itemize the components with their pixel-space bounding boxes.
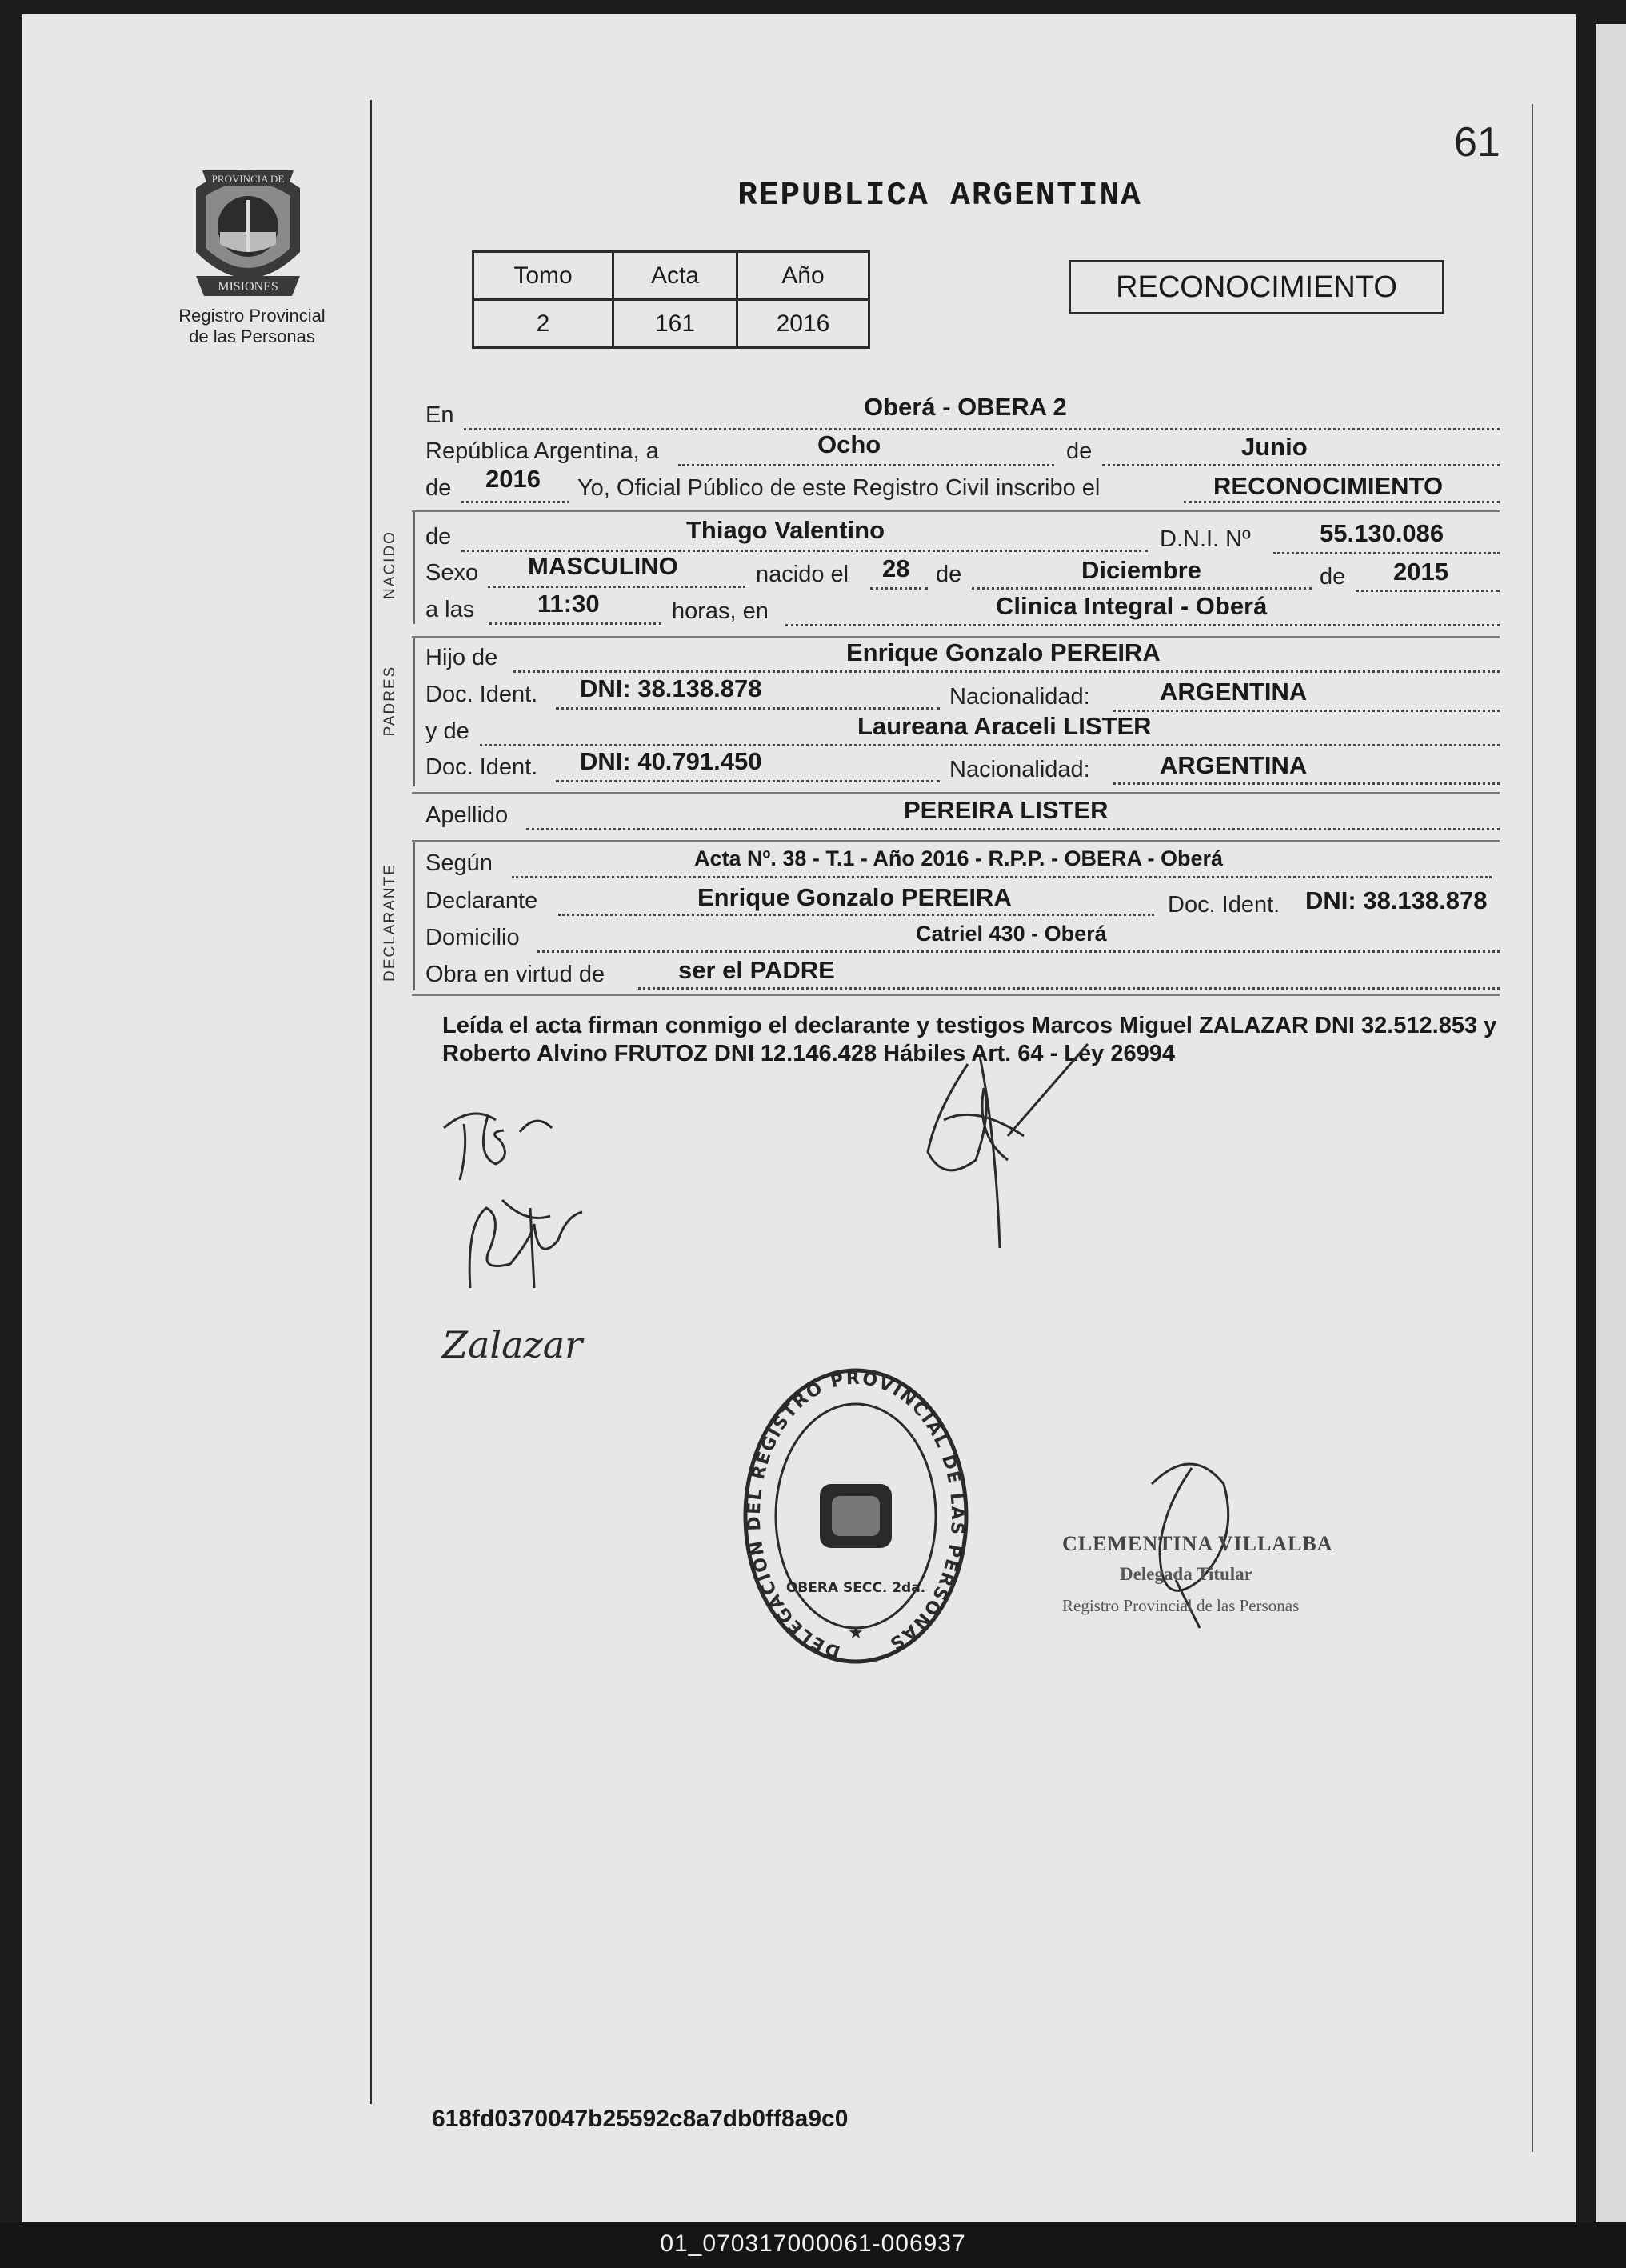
segun-value: Acta Nº. 38 - T.1 - Año 2016 - R.P.P. - OBERA - Oberá: [694, 846, 1224, 870]
dotted-line: [558, 914, 1154, 916]
margin-line: [370, 100, 372, 2104]
birth-year: 2015: [1393, 558, 1448, 586]
republica-label: República Argentina, a: [425, 438, 659, 464]
dotted-line: [972, 587, 1312, 590]
dotted-line: [556, 707, 940, 710]
dotted-line: [785, 624, 1500, 626]
dotted-line: [870, 587, 928, 590]
dotted-line: [461, 501, 569, 503]
dotted-line: [1184, 501, 1500, 503]
dotted-line: [1273, 552, 1500, 554]
day-value: Ocho: [817, 430, 881, 458]
father-doc: DNI: 38.138.878: [580, 674, 762, 702]
dotted-line: [512, 876, 1492, 878]
witness-signature-icon: [454, 1192, 590, 1304]
officer-text: Yo, Oficial Público de este Registro Civil inscribo el: [577, 475, 1101, 501]
place-value: Oberá - OBERA 2: [864, 393, 1067, 421]
de-label: de: [425, 524, 452, 550]
section-divider: [412, 840, 1500, 842]
domicilio-label: Domicilio: [425, 925, 520, 950]
section-declarante-label: DECLARANTE: [382, 863, 398, 982]
section-nacido-label: NACIDO: [382, 530, 398, 599]
official-organization: Registro Provincial de las Personas: [1062, 1596, 1300, 1615]
section-divider: [412, 510, 1500, 512]
birth-time: 11:30: [537, 590, 600, 618]
value-anio: 2016: [737, 300, 869, 348]
sexo-label: Sexo: [425, 560, 479, 586]
apellido-value: PEREIRA LISTER: [904, 796, 1109, 824]
y-de-label: y de: [425, 718, 469, 744]
header-tomo: Tomo: [473, 252, 613, 300]
dotted-line: [489, 622, 661, 625]
seal-text-bottom: MISIONES: [218, 280, 278, 294]
dotted-line: [526, 828, 1500, 830]
section-padres-label: PADRES: [382, 665, 398, 737]
mother-doc: DNI: 40.791.450: [580, 747, 762, 775]
seal-text-top: PROVINCIA DE: [211, 173, 285, 185]
dotted-line: [1113, 710, 1500, 712]
dotted-line: [1356, 590, 1500, 592]
nacionalidad-label: Nacionalidad:: [949, 757, 1090, 782]
mother-name: Laureana Araceli LISTER: [857, 712, 1152, 740]
hijo-de-label: Hijo de: [425, 645, 498, 670]
obra-value: ser el PADRE: [678, 956, 835, 984]
section-bar: [413, 638, 415, 786]
officer-signature-icon: [920, 1040, 1096, 1256]
doc-ident-label: Doc. Ident.: [425, 754, 538, 780]
official-name: CLEMENTINA VILLALBA: [1062, 1532, 1333, 1555]
section-divider: [412, 792, 1500, 794]
child-name: Thiago Valentino: [686, 516, 885, 544]
de-label: de: [1066, 438, 1093, 464]
section-divider: [412, 636, 1500, 638]
closing-statement: Leída el acta firman conmigo el declarante y testigos Marcos Miguel ZALAZAR DNI 32.512.853 y Roberto Alvino FRUTOZ DNI 12.146.428 Hábiles Art. 64 - Ley 26994: [442, 1013, 1497, 1066]
nacionalidad-label: Nacionalidad:: [949, 684, 1090, 710]
scan-file-code: 01_070317000061-006937: [660, 2230, 966, 2257]
header-acta: Acta: [613, 252, 737, 300]
a-las-label: a las: [425, 597, 475, 622]
de-label: de: [1320, 564, 1346, 590]
segun-label: Según: [425, 850, 493, 876]
document-hash: 618fd0370047b25592c8a7db0ff8a9c0: [432, 2106, 849, 2132]
father-nationality: ARGENTINA: [1160, 678, 1308, 706]
declarante-doc: DNI: 38.138.878: [1305, 886, 1488, 914]
section-bar: [413, 512, 415, 624]
value-acta: 161: [613, 300, 737, 348]
child-dni: 55.130.086: [1320, 519, 1444, 547]
en-label: En: [425, 402, 454, 428]
dotted-line: [638, 987, 1500, 990]
declarant-signature-icon: [440, 1100, 560, 1192]
page-number: 61: [1454, 119, 1500, 166]
doc-ident-label: Doc. Ident.: [1168, 892, 1280, 918]
birth-place: Clinica Integral - Oberá: [996, 592, 1268, 620]
act-kind-value: RECONOCIMIENTO: [1213, 472, 1444, 500]
horas-label: horas, en: [672, 598, 769, 624]
header-anio: Año: [737, 252, 869, 300]
declarante-value: Enrique Gonzalo PEREIRA: [697, 883, 1012, 911]
birth-month: Diciembre: [1081, 556, 1201, 584]
de-label: de: [936, 562, 962, 587]
document-title: REPUBLICA ARGENTINA: [737, 178, 1142, 214]
section-bar: [413, 842, 415, 990]
act-type-box: RECONOCIMIENTO: [1069, 260, 1444, 314]
mother-nationality: ARGENTINA: [1160, 751, 1308, 779]
declarante-label: Declarante: [425, 888, 538, 914]
year-value: 2016: [485, 465, 541, 493]
seal-ring-bottom: OBERA SECC. 2da.: [785, 1580, 926, 1596]
dotted-line: [464, 428, 1500, 430]
registry-seal-stamp: [740, 1364, 972, 1668]
witness-zalazar-signature: [438, 1308, 598, 1380]
dotted-line: [678, 464, 1054, 466]
nacido-el-label: nacido el: [756, 562, 849, 587]
seal-star-icon: ★: [848, 1622, 864, 1642]
registry-caption-line1: Registro Provincial: [178, 306, 326, 326]
value-tomo: 2: [473, 300, 613, 348]
dotted-line: [1113, 782, 1500, 785]
obra-label: Obra en virtud de: [425, 962, 605, 987]
doc-ident-label: Doc. Ident.: [425, 682, 538, 707]
sexo-value: MASCULINO: [528, 552, 678, 580]
father-name: Enrique Gonzalo PEREIRA: [846, 638, 1161, 666]
next-page-edge: [1596, 24, 1626, 2224]
right-margin-line: [1532, 104, 1533, 2152]
registry-caption: [160, 306, 344, 347]
misiones-coat-of-arms-icon: [188, 156, 308, 300]
de-label: de: [425, 475, 452, 501]
dotted-line: [1102, 464, 1500, 466]
seal-ring-top: DELEGACION DEL REGISTRO PROVINCIAL DE LAS PERSONAS: [744, 1368, 968, 1662]
dotted-line: [556, 780, 940, 782]
section-divider: [412, 994, 1500, 996]
registry-caption-line2: de las Personas: [189, 326, 315, 346]
apellido-label: Apellido: [425, 802, 509, 828]
dotted-line: [488, 586, 745, 588]
dotted-line: [513, 670, 1500, 673]
official-role: Delegada Titular: [1120, 1564, 1252, 1584]
birth-day: 28: [882, 554, 910, 582]
register-table: [472, 250, 870, 349]
dni-label: D.N.I. Nº: [1160, 526, 1251, 552]
month-value: Junio: [1241, 433, 1308, 461]
witness-signature-text: Zalazar: [442, 1323, 583, 1366]
dotted-line: [537, 950, 1500, 953]
domicilio-value: Catriel 430 - Oberá: [916, 922, 1107, 946]
dotted-line: [480, 744, 1500, 746]
